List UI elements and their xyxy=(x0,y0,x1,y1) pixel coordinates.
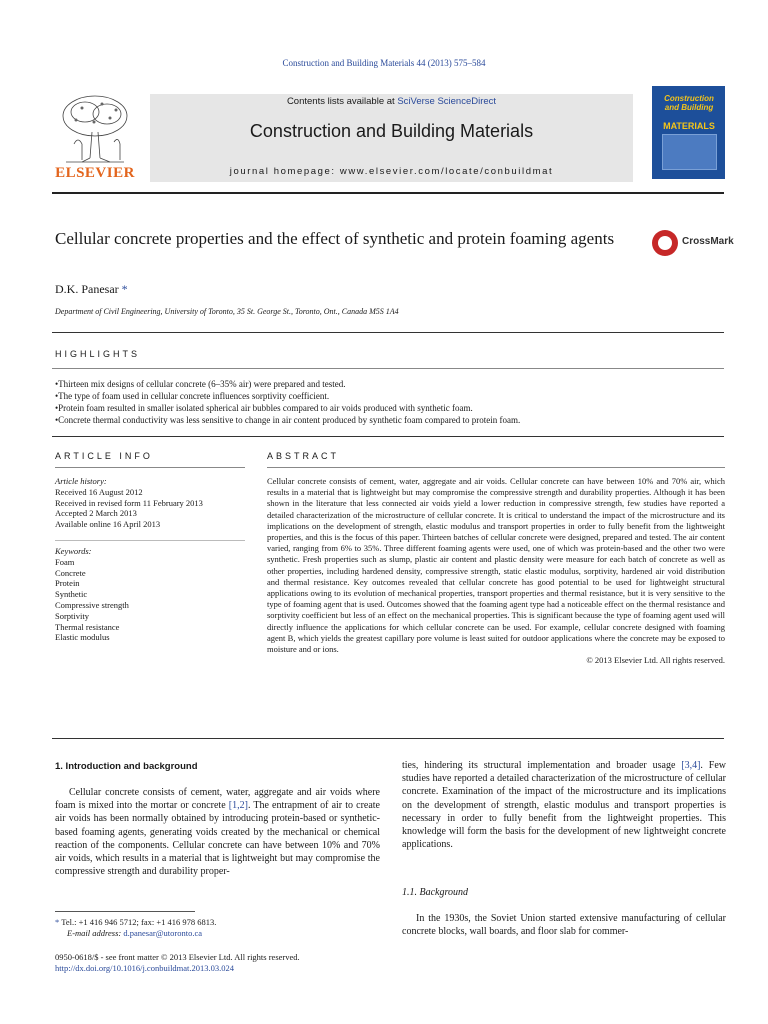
history-item: Received in revised form 11 February 2013 xyxy=(55,497,203,508)
contents-line xyxy=(150,96,633,107)
abstract-rule xyxy=(267,467,725,468)
author-affiliation: Department of Civil Engineering, University of Toronto, 35 St. George St., Toronto, Ont., Canada M5S 1A4 xyxy=(55,307,399,316)
crossmark-badge[interactable] xyxy=(652,230,732,258)
keyword: Compressive strength xyxy=(55,599,129,610)
intro-text: . Few studies have reported a detailed characterization of the microstructure of cellular concrete. Examination of the impact of the microstructure and its implications on the development of strength, elastic modulus and transport properties is necessary in order to fully benefit from the lightweight properties. This knowledge will form the basis for the development of new lightweight concrete applications. xyxy=(402,760,726,851)
journal-homepage[interactable]: journal homepage: www.elsevier.com/locate/conbuildmat xyxy=(229,166,554,177)
crossmark-icon xyxy=(652,230,678,256)
email-label: E-mail address: xyxy=(67,928,124,938)
keywords-block xyxy=(55,546,245,643)
footnote-phone: Tel.: +1 416 946 5712; fax: +1 416 978 6813. xyxy=(61,917,217,927)
highlight-item: • Concrete thermal conductivity was less sensitive to change in air content produced by synthetic foam compared to protein foam. xyxy=(55,414,735,426)
header-divider xyxy=(52,192,724,194)
info-divider xyxy=(52,436,724,437)
intro-text: . The entrapment of air to create air voids has been normally obtained by introducing protein-based or synthetic-based foaming agents, generating voids created by the mechanical or chemical reaction of the components. Cellular concrete can have between 10% and 70% air voids, which results in a material that is lightweight but may compromise the compressive strength and durability proper- xyxy=(55,800,380,878)
doi-link[interactable]: http://dx.doi.org/10.1016/j.conbuildmat.2013.03.024 xyxy=(55,963,235,973)
issn-line: 0950-0618/$ - see front matter © 2013 Elsevier Ltd. All rights reserved. xyxy=(55,952,300,962)
article-title: Cellular concrete properties and the effect of synthetic and protein foaming agents xyxy=(55,229,615,248)
author-footnote-mark[interactable]: * xyxy=(121,282,128,296)
highlight-item: • The type of foam used in cellular concrete influences sorptivity coefficient. xyxy=(55,390,735,402)
history-item: Available online 16 April 2013 xyxy=(55,519,161,530)
tree-icon xyxy=(52,92,138,164)
sciencedirect-link[interactable]: SciVerse ScienceDirect xyxy=(397,96,497,107)
intro-text: ties, hindering its structural implementation and broader usage xyxy=(402,760,682,771)
journal-title: Construction and Building Materials xyxy=(249,121,534,141)
history-label: Article history: xyxy=(55,476,107,486)
crossmark-label: CrossMark xyxy=(682,236,734,247)
footnote-mark: * xyxy=(55,917,60,927)
footnote-rule xyxy=(55,911,195,912)
cover-title: Construction and Building xyxy=(664,94,714,112)
article-info-rule xyxy=(55,467,245,468)
author-name: D.K. Panesar xyxy=(55,282,119,296)
intro-text: Cellular concrete consists of cement, water, aggregate and air voids where foam is mixed into the mortar or concrete xyxy=(55,787,380,812)
elsevier-logo xyxy=(52,92,138,182)
keyword: Foam xyxy=(55,556,75,567)
keyword: Protein xyxy=(55,578,80,589)
contents-prefix: Contents lists available at xyxy=(286,96,398,107)
publisher-name: ELSEVIER xyxy=(55,165,135,181)
body-divider xyxy=(52,738,724,739)
highlights-list xyxy=(55,378,735,426)
keywords-label: Keywords: xyxy=(55,546,92,556)
highlights-heading: HIGHLIGHTS xyxy=(55,349,141,359)
footnote xyxy=(55,917,375,939)
abstract-body xyxy=(267,476,725,666)
abstract-heading: ABSTRACT xyxy=(267,451,340,461)
highlights-rule xyxy=(52,368,724,369)
history-item: Accepted 2 March 2013 xyxy=(55,508,137,519)
intro-paragraph-left xyxy=(55,786,380,878)
history-item: Received 16 August 2012 xyxy=(55,486,143,497)
keywords-rule xyxy=(55,540,245,541)
keyword: Sorptivity xyxy=(55,610,90,621)
footnote-contact xyxy=(55,917,375,928)
subsection-heading: 1.1. Background xyxy=(402,887,469,898)
journal-cover xyxy=(652,86,725,179)
abstract-copyright: © 2013 Elsevier Ltd. All rights reserved. xyxy=(586,655,725,666)
author-line xyxy=(55,282,128,297)
background-paragraph: In the 1930s, the Soviet Union started extensive manufacturing of cellular concrete blocks, wall boards, and floor slab for commer- xyxy=(402,913,726,938)
reference-link[interactable]: [3,4] xyxy=(681,760,701,771)
highlight-item: • Thirteen mix designs of cellular concrete (6–35% air) were prepared and tested. xyxy=(55,378,735,390)
cover-image xyxy=(662,134,717,170)
author-email-link[interactable]: d.panesar@utoronto.ca xyxy=(123,928,202,938)
keyword: Elastic modulus xyxy=(55,632,110,643)
article-info-heading: ARTICLE INFO xyxy=(55,451,153,461)
front-matter xyxy=(55,952,415,974)
cover-subtitle: MATERIALS xyxy=(663,121,715,131)
section-heading: 1. Introduction and background xyxy=(55,761,198,772)
article-history xyxy=(55,476,245,530)
keyword: Concrete xyxy=(55,567,86,578)
keyword: Thermal resistance xyxy=(55,621,120,632)
abstract-text: Cellular concrete consists of cement, water, aggregate and air voids. Cellular concrete can have between 10% and 70% air, which results in a material that is lightweight but may compromise the compressive strength and durability properties. Although it has been shown in the literature that less connected air voids yield a lower reduction in compressive strength, few studies have reported a detailed characterization of the microstructure of cellular concrete. It is critical to understand the impact of the microstructure and its implications on the development of strength, elastic modulus and transport properties in order to fully benefit from the lightweight properties, and this is the focus of this paper. Thirteen batches of cellular concrete were designed, prepared and tested. The air content varied, ranging from 6% to 35%. Three different foaming agents were used, one of which was protein-based and the other two were synthetic. Fresh properties such as slump, plastic air content and plastic density were measure for each batch of concrete as well as other properties, including hardened density, compressive strength, static elastic modulus, sorptivity, hardened air void distribution and thermal resistance. Key outcomes revealed that cellular concrete has good potential to be used for lightweight structural applications owing to its evolution of mechanical properties, transport properties and thermal resistance, but it is very sensitive to the type of foaming agent that is used. Outcomes showed that the foaming agent type had a noticeable effect on the thermal resistance and sorptivity coefficient but less of an effect on the mechanical properties. This is significant because the type of foaming agent used will directly influence the applications for which cellular concrete can be used. For example, cellular concrete designed with foaming agent B, which yields the greatest capillary pore volume is least suited for outdoor applications where the concrete may be exposed to moisture and or ions. xyxy=(267,476,725,655)
keyword: Synthetic xyxy=(55,589,88,600)
highlight-item: • Protein foam resulted in smaller isolated spherical air bubbles compared to air voids produced with synthetic foam. xyxy=(55,402,735,414)
journal-citation[interactable]: Construction and Building Materials 44 (2013) 575–584 xyxy=(282,58,486,68)
highlights-divider xyxy=(52,332,724,333)
reference-link[interactable]: [1,2] xyxy=(228,800,248,812)
intro-paragraph-right xyxy=(402,759,726,851)
